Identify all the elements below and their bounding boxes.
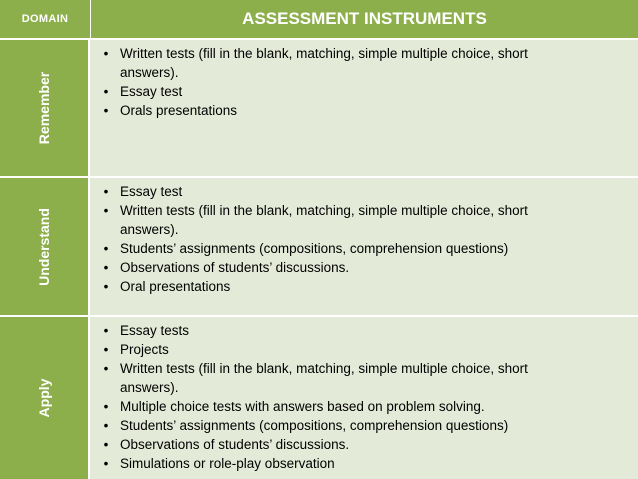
instruments-column-header: ASSESSMENT INSTRUMENTS bbox=[90, 0, 638, 38]
list-item bbox=[98, 340, 578, 359]
list-item-text: Observations of students’ discussions. bbox=[120, 260, 350, 275]
table-row-understand bbox=[0, 178, 638, 315]
list-item-text: Simulations or role-play observation bbox=[120, 456, 335, 471]
list-item bbox=[98, 359, 578, 397]
list-item bbox=[98, 454, 578, 473]
list-item bbox=[98, 82, 578, 101]
list-item bbox=[98, 416, 578, 435]
domain-cell bbox=[0, 317, 90, 479]
list-item bbox=[98, 101, 578, 120]
bullet: • bbox=[103, 46, 109, 61]
table-header bbox=[0, 0, 638, 38]
instruments-cell bbox=[90, 178, 638, 315]
list-item bbox=[98, 201, 578, 239]
domain-cell bbox=[0, 40, 90, 176]
domain-label: Apply bbox=[36, 378, 52, 418]
table-row-remember bbox=[0, 40, 638, 176]
list-item-text: Observations of students’ discussions. bbox=[120, 437, 350, 452]
list-item bbox=[98, 435, 578, 454]
list-item-text: Written tests (fill in the blank, matching, simple multiple choice, short answers). bbox=[120, 46, 528, 80]
list-item bbox=[98, 44, 578, 82]
bullet: • bbox=[103, 203, 109, 218]
bullet: • bbox=[103, 342, 109, 357]
bullet: • bbox=[103, 437, 109, 452]
list-item bbox=[98, 239, 578, 258]
list-item-text: Written tests (fill in the blank, matching, simple multiple choice, short answers). bbox=[120, 203, 528, 237]
bullet: • bbox=[103, 399, 109, 414]
domain-label: Understand bbox=[36, 207, 52, 286]
list-item bbox=[98, 182, 578, 201]
instruments-cell bbox=[90, 40, 638, 176]
list-item-text: Essay test bbox=[120, 84, 183, 99]
bullet: • bbox=[103, 323, 109, 338]
list-item-text: Students’ assignments (compositions, comprehension questions) bbox=[120, 241, 509, 256]
list-item-text: Orals presentations bbox=[120, 103, 238, 118]
list-item bbox=[98, 321, 578, 340]
bullet: • bbox=[103, 184, 109, 199]
table-row-apply bbox=[0, 317, 638, 479]
domain-label: Remember bbox=[36, 71, 52, 145]
list-item-text: Essay test bbox=[120, 184, 183, 199]
bullet: • bbox=[103, 456, 109, 471]
list-item bbox=[98, 397, 578, 416]
list-item-text: Essay tests bbox=[120, 323, 190, 338]
bullet: • bbox=[103, 103, 109, 118]
list-item-text: Projects bbox=[120, 342, 169, 357]
bullet: • bbox=[103, 279, 109, 294]
instruments-cell bbox=[90, 317, 638, 479]
list-item bbox=[98, 258, 578, 277]
bullet: • bbox=[103, 84, 109, 99]
domain-column-header: DOMAIN bbox=[21, 13, 69, 25]
domain-cell bbox=[0, 178, 90, 315]
list-item-text: Oral presentations bbox=[120, 279, 231, 294]
list-item bbox=[98, 277, 578, 296]
bullet: • bbox=[103, 260, 109, 275]
bullet: • bbox=[103, 418, 109, 433]
list-item-text: Students’ assignments (compositions, comprehension questions) bbox=[120, 418, 509, 433]
bullet: • bbox=[103, 361, 109, 376]
list-item-text: Multiple choice tests with answers based on problem solving. bbox=[120, 399, 485, 414]
bullet: • bbox=[103, 241, 109, 256]
list-item-text: Written tests (fill in the blank, matching, simple multiple choice, short answers). bbox=[120, 361, 528, 395]
